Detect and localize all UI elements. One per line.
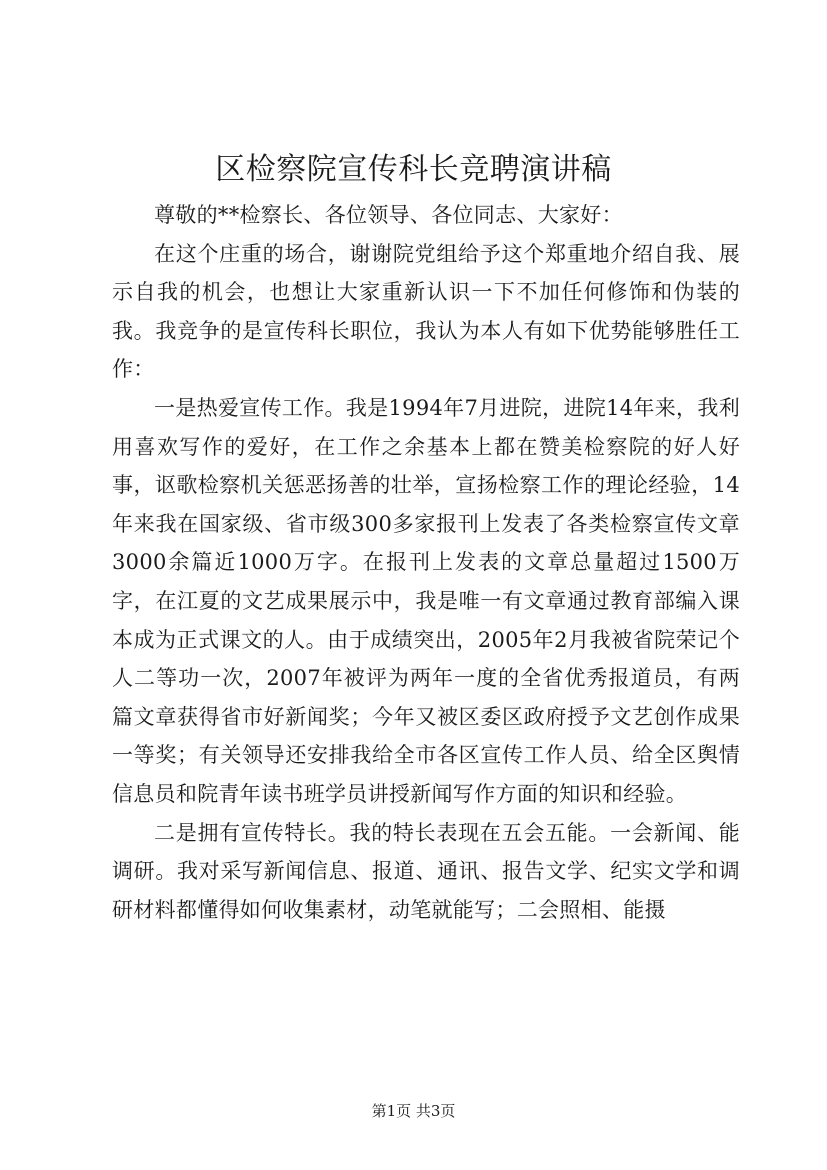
point-one-paragraph: 一是热爱宣传工作。我是1994年7月进院，进院14年来，我利用喜欢写作的爱好，在工作之余基本上都在赞美检察院的好人好事，讴歌检察机关惩恶扬善的壮举，宣扬检察工作的理论经验，14年来我在国家级、省市级300多家报刊上发表了各类检察宣传文章3000余篇近1000万字。在报刊上发表的文章总量超过1500万字，在江夏的文艺成果展示中，我是唯一有文章通过教育部编入课本成为正式课文的人。由于成绩突出，2005年2月我被省院荣记个人二等功一次，2007年被评为两年一度的全省优秀报道员，有两篇文章获得省市好新闻奖；今年又被区委区政府授予文艺创作成果一等奖；有关领导还安排我给全市各区宣传工作人员、给全区舆情信息员和院青年读书班学员讲授新闻写作方面的知识和经验。 [112,395,740,806]
page-number-footer: 第1页 共3页 [371,1102,456,1120]
intro-paragraph: 在这个庄重的场合，谢谢院党组给予这个郑重地介绍自我、展示自我的机会，也想让大家重新认识一下不加任何修饰和伪装的我。我竞争的是宣传科长职位，我认为本人有如下优势能够胜任工作： [112,241,740,382]
point-two-paragraph: 二是拥有宣传特长。我的特长表现在五会五能。一会新闻、能调研。我对采写新闻信息、报道、通讯、报告文学、纪实文学和调研材料都懂得如何收集素材，动笔就能写；二会照相、能摄 [112,820,740,922]
salutation-paragraph: 尊敬的**检察长、各位领导、各位同志、大家好： [154,203,623,227]
document-body [112,196,740,929]
document-title: 区检察院宣传科长竞聘演讲稿 [215,152,612,187]
